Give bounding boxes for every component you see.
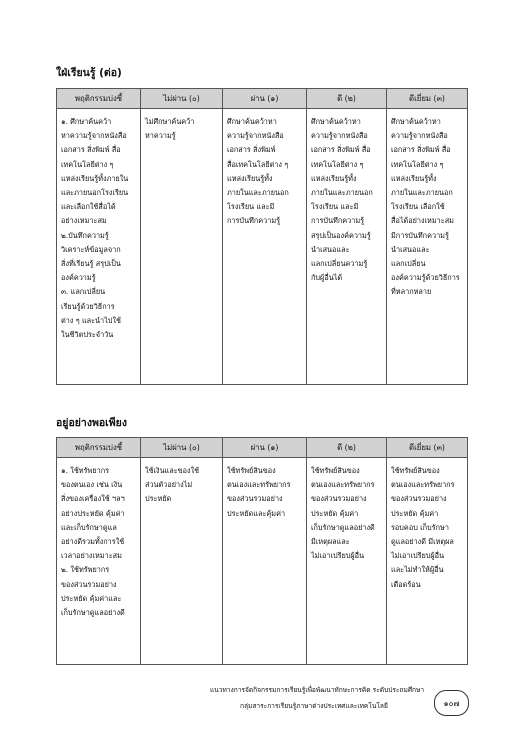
rubric-table — [56, 88, 468, 385]
column-header: ผ่าน (๑) — [223, 89, 307, 109]
section-title: ใฝ่เรียนรู้ (ต่อ) — [56, 67, 122, 79]
table-cell: ไม่ศึกษาค้นคว้า หาความรู้ — [141, 109, 223, 385]
column-header: พฤติกรรมบ่งชี้ — [57, 438, 141, 458]
table-row — [57, 109, 468, 385]
table-cell: ๑. ใช้ทรัพยากร ของตนเอง เช่น เงิน สิ่งของเครื่องใช้ ฯลฯ อย่างประหยัด คุ้มค่า และเก็บรักษาดูแล อย่างดีรวมทั้งการใช้ เวลาอย่างเหมาะสม ๒. ใช้ทรัพยากร ของส่วนรวมอย่าง ประหยัด คุ้มค่าและ เก็บรักษาดูแลอย่างดี — [57, 458, 141, 665]
column-header: ดีเยี่ยม (๓) — [387, 438, 468, 458]
column-header: ดี (๒) — [307, 89, 387, 109]
column-header: พฤติกรรมบ่งชี้ — [57, 89, 141, 109]
table-cell: ใช้ทรัพย์สินของ ตนเองและทรัพยากร ของส่วนรวมอย่าง ประหยัดและคุ้มค่า — [223, 458, 307, 665]
column-header: ดี (๒) — [307, 438, 387, 458]
footer-book-title: แนวทางการจัดกิจกรรมการเรียนรู้เพื่อพัฒนาทักษะการคิด ระดับประถมศึกษา — [210, 686, 425, 694]
table-cell: ใช้เงินและของใช้ ส่วนตัวอย่างไม่ ประหยัด — [141, 458, 223, 665]
page-number: ๑๐๗ — [434, 690, 469, 716]
section-title: อยู่อย่างพอเพียง — [56, 417, 127, 429]
column-header: ผ่าน (๑) — [223, 438, 307, 458]
table-cell: ๑. ศึกษาค้นคว้า หาความรู้จากหนังสือ เอกสาร สิ่งพิมพ์ สื่อ เทคโนโลยีต่าง ๆ แหล่งเรียนรู้ทั้งภายใน และภายนอกโรงเรียน และเลือกใช้สื่อได้ อย่างเหมาะสม ๒.บันทึกความรู้ วิเคราะห์ข้อมูลจาก สิ่งที่เรียนรู้ สรุปเป็น องค์ความรู้ ๓. แลกเปลี่ยน เรียนรู้ด้วยวิธีการ ต่าง ๆ และนำไปใช้ ในชีวิตประจำวัน — [57, 109, 141, 385]
table-row — [57, 458, 468, 665]
table-cell: ใช้ทรัพย์สินของ ตนเองและทรัพยากร ของส่วนรวมอย่าง ประหยัด คุ้มค่า เก็บรักษาดูแลอย่างดี มีเหตุผลและ ไม่เอาเปรียบผู้อื่น — [307, 458, 387, 665]
table-cell: ใช้ทรัพย์สินของ ตนเองและทรัพยากร ของส่วนรวมอย่าง ประหยัด คุ้มค่า รอบคอบ เก็บรักษา ดูแลอย่างดี มีเหตุผล ไม่เอาเปรียบผู้อื่น และไม่ทำให้ผู้อื่น เดือดร้อน — [387, 458, 468, 665]
table-cell: ศึกษาค้นคว้าหา ความรู้จากหนังสือ เอกสาร สิ่งพิมพ์ สื่อ เทคโนโลยีต่าง ๆ แหล่งเรียนรู้ทั้ง ภายในและภายนอก โรงเรียน และมี การบันทึกความรู้ สรุปเป็นองค์ความรู้ นำเสนอและ แลกเปลี่ยนความรู้ กับผู้อื่นได้ — [307, 109, 387, 385]
table-header-row — [57, 89, 468, 109]
column-header: ไม่ผ่าน (๐) — [141, 89, 223, 109]
table-header-row — [57, 438, 468, 458]
column-header: ไม่ผ่าน (๐) — [141, 438, 223, 458]
column-header: ดีเยี่ยม (๓) — [387, 89, 468, 109]
table-cell: ศึกษาค้นคว้าหา ความรู้จากหนังสือ เอกสาร สิ่งพิมพ์ สื่อเทคโนโลยีต่าง ๆ แหล่งเรียนรู้ทั้ง ภายในและภายนอก โรงเรียน และมี การบันทึกความรู้ — [223, 109, 307, 385]
table-cell: ศึกษาค้นคว้าหา ความรู้จากหนังสือ เอกสาร สิ่งพิมพ์ สื่อ เทคโนโลยีต่าง ๆ แหล่งเรียนรู้ทั้ง ภายในและภายนอก โรงเรียน เลือกใช้ สื่อได้อย่างเหมาะสม มีการบันทึกความรู้ นำเสนอและ แลกเปลี่ยน องค์ความรู้ด้วยวิธีการ ที่หลากหลาย — [387, 109, 468, 385]
footer-subject-group: กลุ่มสาระการเรียนรู้ภาษาต่างประเทศและเทคโนโลยี — [240, 702, 388, 710]
rubric-table — [56, 437, 468, 665]
